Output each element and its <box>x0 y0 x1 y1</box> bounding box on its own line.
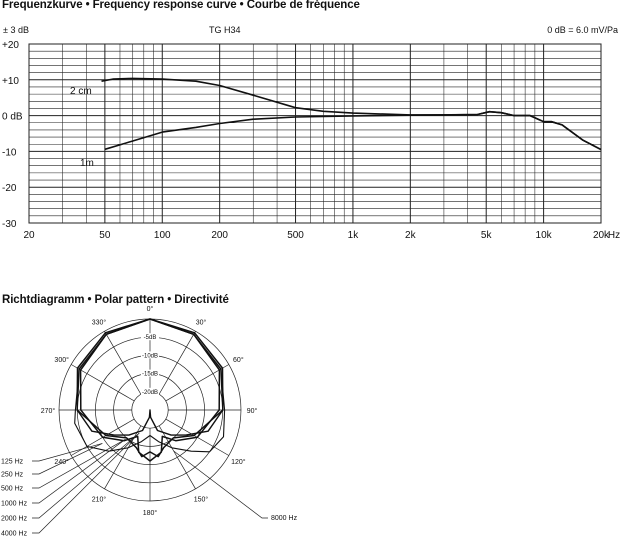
x-tick-label: 100 <box>153 230 171 241</box>
angle-label: 0° <box>146 306 154 313</box>
x-tick-label: 1k <box>347 230 359 241</box>
angle-label: 90° <box>246 408 258 415</box>
angle-label: 240° <box>54 459 69 466</box>
frequency-chart-title: Frequenzkurve • Frequency response curve • Courbe de fréquence <box>2 0 360 11</box>
legend-leader <box>32 439 125 488</box>
model-label: TG H34 <box>209 25 241 35</box>
polar-spoke <box>105 331 141 394</box>
x-tick-label: 5k <box>480 230 492 241</box>
legend-label: 1000 Hz <box>1 500 28 508</box>
angle-label: 330° <box>91 319 107 327</box>
frequency-series <box>102 78 602 149</box>
x-tick-label: 20 <box>23 230 35 241</box>
y-tick-label: -20 <box>2 183 17 195</box>
angle-label: 120° <box>231 459 246 466</box>
polar-chart-title: Richtdiagramm • Polar pattern • Directivité <box>2 294 229 306</box>
series-label-1m: 1m <box>80 158 94 169</box>
legend-label: 125 Hz <box>1 458 24 466</box>
plot-frame <box>29 44 601 223</box>
sensitivity-label: 0 dB = 6.0 mV/Pa <box>547 25 618 35</box>
series-line-2-cm <box>102 78 602 149</box>
ring-label: -10dB <box>141 353 159 360</box>
y-tick-label: -10 <box>2 147 17 159</box>
y-tick-label: +10 <box>2 75 19 87</box>
legend-label: 500 Hz <box>1 485 24 493</box>
legend-leader <box>32 433 139 518</box>
x-tick-label: 20k <box>592 230 610 241</box>
x-tick-label: 500 <box>287 230 304 241</box>
ring-label: -5dB <box>143 335 157 342</box>
x-tick-label: 50 <box>99 230 111 241</box>
tolerance-label: ± 3 dB <box>3 25 29 35</box>
ring-label: -20dB <box>141 389 159 396</box>
y-tick-label: +20 <box>2 40 19 51</box>
frequency-grid <box>29 44 601 223</box>
angle-label: 30° <box>195 319 207 327</box>
angle-label: 270° <box>40 408 56 415</box>
x-tick-label: 10k <box>535 230 552 241</box>
x-tick-label: 200 <box>211 230 229 241</box>
polar-labels <box>1 305 298 538</box>
series-label-2cm: 2 cm <box>70 86 92 97</box>
x-tick-label: 2k <box>405 230 416 241</box>
y-tick-label: 0 dB <box>2 111 23 123</box>
legend-label: 4000 Hz <box>1 530 28 538</box>
polar-spoke <box>159 331 195 394</box>
y-tick-label: -30 <box>2 219 17 230</box>
legend-label: 2000 Hz <box>1 515 28 523</box>
angle-label: 60° <box>233 357 244 364</box>
angle-label: 150° <box>193 496 209 504</box>
legend-leader <box>174 451 268 518</box>
x-axis-unit: Hz <box>607 230 621 241</box>
angle-label: 210° <box>91 496 107 504</box>
legend-label: 8000 Hz <box>271 515 298 522</box>
angle-label: 180° <box>142 510 158 517</box>
frequency-axis-labels <box>2 40 620 241</box>
angle-label: 300° <box>54 357 69 364</box>
ring-label: -15dB <box>141 371 159 378</box>
legend-label: 250 Hz <box>1 471 24 479</box>
